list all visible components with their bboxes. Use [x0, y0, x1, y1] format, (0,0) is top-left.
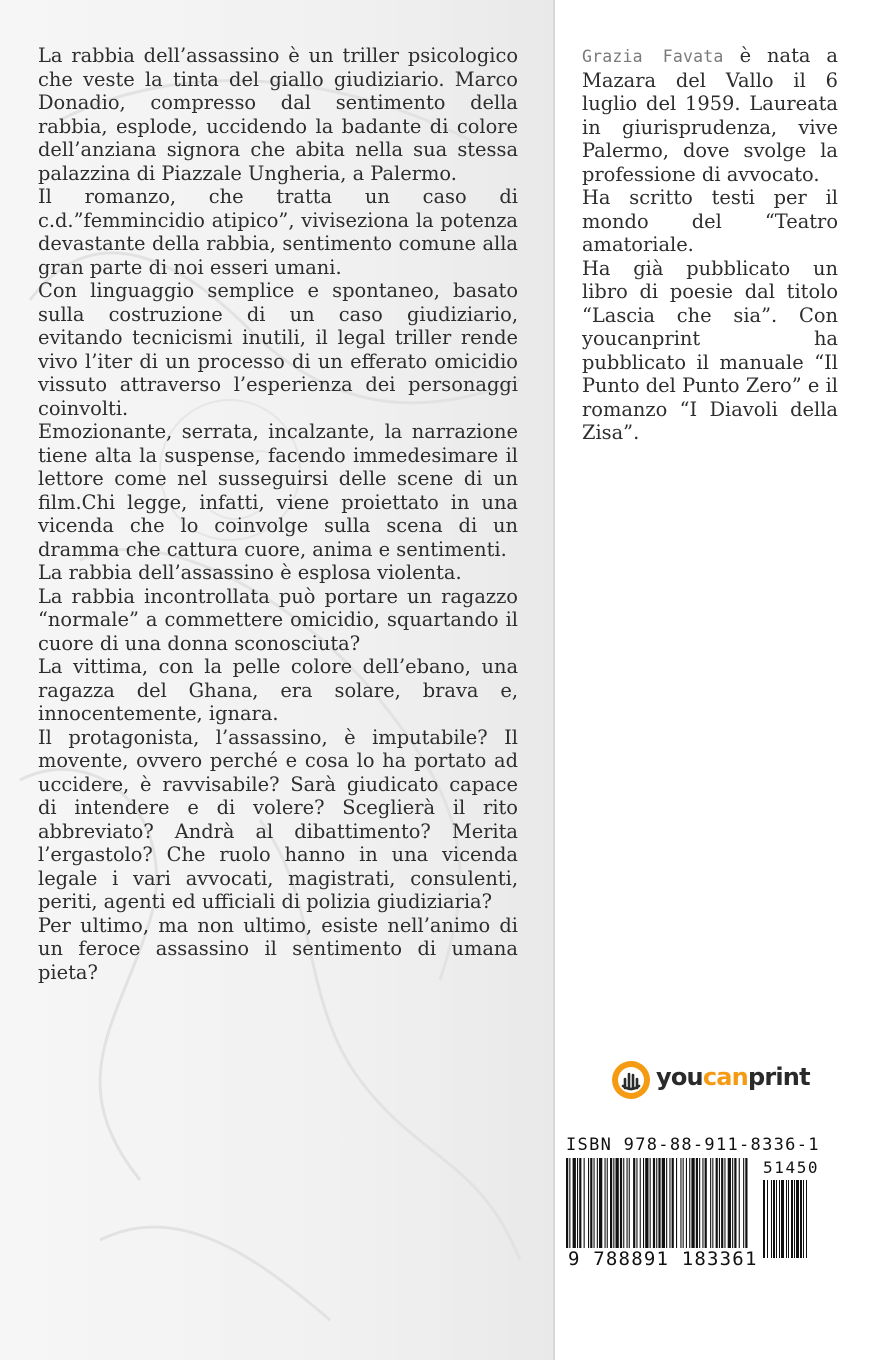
barcode-bar [689, 1158, 690, 1250]
barcode-bar [566, 1158, 568, 1258]
synopsis-paragraph-2: Il romanzo, che tratta un caso di c.d.”femmincidio atipico”, viviseziona la potenza devastante della rabbia, sentimento comune alla gran parte di noi esseri umani. [38, 185, 518, 279]
barcode-addon-bar [791, 1180, 793, 1258]
barcode-bar [669, 1158, 670, 1250]
synopsis-paragraph-8: Il protagonista, l’assassino, è imputabile? Il movente, ovvero perché e cosa lo ha portato ad uccidere, è ravvisabile? Sarà giudicato capace di intendere e di volere? Sceglierà il rito abbreviato? Andrà al dibattimento? Merita l’ergastolo? Che ruolo hanno in una vicenda legale i vari avvocati, magistrati, consulenti, periti, agenti ed ufficiali di polizia giudiziaria? [38, 725, 518, 913]
barcode-addon-bar [803, 1180, 804, 1258]
barcode-bar [590, 1158, 592, 1250]
isbn-addon-digits: 51450 [763, 1158, 820, 1177]
bio-paragraph-1 [582, 44, 838, 186]
barcode-bar [710, 1158, 711, 1250]
wordmark-can: can [702, 1063, 748, 1091]
synopsis-text [38, 44, 518, 984]
synopsis-paragraph-5: La rabbia dell’assassino è esplosa violenta. [38, 561, 462, 584]
synopsis-paragraph-4: Emozionante, serrata, incalzante, la narrazione tiene alta la suspense, facendo immedesimare il lettore come nel susseguirsi delle scene di un film.Chi legge, infatti, viene proiettato in una vicenda che lo coinvolge sulla scena di un dramma che cattura cuore, anima e sentimenti. [38, 420, 518, 561]
barcode-addon-bar [788, 1180, 789, 1258]
barcode-addon-bar [781, 1180, 784, 1258]
barcode-bar [573, 1158, 576, 1250]
barcode-bar [605, 1158, 606, 1250]
barcode-bar [680, 1158, 681, 1250]
isbn-label: ISBN 978-88-911-8336-1 [566, 1135, 820, 1155]
barcode-addon-bar [776, 1180, 777, 1258]
barcode-bar [643, 1158, 644, 1250]
barcode-bar [743, 1158, 744, 1250]
barcode-bar [577, 1158, 578, 1250]
barcode-bar [607, 1158, 608, 1250]
synopsis-paragraph-7: La vittima, con la pelle colore dell’ebano, una ragazza del Ghana, era solare, brava e, innocentemente, ignara. [38, 655, 518, 725]
barcode-bar [579, 1158, 581, 1250]
barcode-bar [712, 1158, 713, 1250]
hand-logo-icon [610, 1059, 652, 1101]
synopsis-paragraph-6: La rabbia incontrollata può portare un ragazzo “normale” a commettere omicidio, squartando il cuore di una donna sconosciuta? [38, 584, 518, 655]
publisher-logo [610, 1055, 810, 1105]
barcode-bar [676, 1158, 677, 1250]
barcode-bar [656, 1158, 657, 1258]
author-bio [582, 44, 838, 445]
bio-paragraph-2: Ha scritto testi per il mondo del “Teatro amatoriale. [582, 186, 838, 256]
barcode-addon-bar [773, 1180, 775, 1258]
barcode-bar [597, 1158, 598, 1250]
barcode-bar [633, 1158, 635, 1250]
barcode-bar [732, 1158, 733, 1250]
barcode-bar [683, 1158, 684, 1250]
author-name: Grazia Favata [582, 47, 724, 66]
barcode-addon-bar [767, 1180, 768, 1258]
barcode-bar [636, 1158, 637, 1250]
barcode-addon-bar [800, 1180, 802, 1258]
publisher-wordmark [656, 1063, 810, 1091]
barcode-addon-bar [794, 1180, 795, 1258]
barcode-bar [594, 1158, 595, 1250]
barcode-addon-bar [763, 1180, 765, 1258]
barcode-bar [620, 1158, 622, 1250]
barcode-addon-bar [786, 1180, 787, 1258]
barcode-bar [699, 1158, 700, 1250]
barcode-bar [616, 1158, 619, 1250]
barcode-bar [716, 1158, 718, 1250]
barcode-bar [728, 1158, 731, 1250]
barcode-bar [662, 1158, 665, 1250]
synopsis-paragraph-1: La rabbia dell’assassino è un triller psicologico che veste la tinta del giallo giudiziario. Marco Donadio, compresso dal sentimento della rabbia, esplode, uccidendo la badante di colore dell’anziana signora che abita nella sua stessa palazzina di Piazzale Ungheria, a Palermo. [38, 44, 518, 185]
barcode-bar [640, 1158, 641, 1250]
barcode-bar [705, 1158, 707, 1250]
barcode-bar [666, 1158, 667, 1250]
wordmark-you: you [656, 1063, 703, 1091]
barcode-bar [610, 1158, 612, 1250]
barcode-bar [734, 1158, 736, 1250]
bio-paragraph-3: Ha già pubblicato un libro di poesie dal titolo “Lascia che sia”. Con youcanprint ha pubblicato il manuale “Il Punto del Punto Zero” e il romanzo “I Diavoli della Zisa”. [582, 256, 838, 444]
panel-divider [553, 0, 555, 1360]
barcode-addon-bar [779, 1180, 780, 1258]
barcode-bar [599, 1158, 602, 1250]
barcode-bar [658, 1158, 660, 1250]
barcode-bar [691, 1158, 694, 1250]
barcode-bar [613, 1158, 614, 1250]
synopsis-paragraph-3: Con linguaggio semplice e spontaneo, basato sulla costruzione di un caso giudiziario, evitando tecnicismi inutili, il legal triller rende vivo l’iter di un processo di un efferato omicidio vissuto attraverso l’esperienza dei personaggi coinvolti. [38, 279, 518, 420]
barcode-bar [627, 1158, 628, 1250]
barcode-bar [696, 1158, 698, 1250]
barcode-bar [650, 1158, 651, 1250]
ean-digits: 9 788891 183361 [568, 1248, 758, 1270]
barcode-bar [719, 1158, 720, 1250]
bio-paragraph-1-text: è nata a Mazara del Vallo il 6 luglio del 1959. Laureata in giurisprudenza, vive Palermo, dove svolge la professione di avvocato. [582, 44, 838, 186]
synopsis-paragraph-9: Per ultimo, ma non ultimo, esiste nell’animo di un feroce assassino il sentimento di umana pieta? [38, 913, 518, 984]
barcode-bar [686, 1158, 687, 1250]
barcode-bar [623, 1158, 624, 1250]
wordmark-print: print [747, 1063, 810, 1091]
barcode-bar [645, 1158, 648, 1250]
barcode-bar [745, 1158, 747, 1250]
barcode-bar [584, 1158, 585, 1250]
barcode-bar [702, 1158, 703, 1250]
barcode-bar [672, 1158, 674, 1250]
barcode-bar [739, 1158, 740, 1250]
barcode-addon-bar [796, 1180, 799, 1258]
barcode-bar [588, 1158, 589, 1250]
barcode-addon-bar [806, 1180, 807, 1258]
barcode-bar [653, 1158, 655, 1258]
barcode-addon-bar [771, 1180, 772, 1258]
barcode-bar [724, 1158, 725, 1250]
barcode-bar [721, 1158, 723, 1250]
barcode-bar [569, 1158, 570, 1258]
barcode-bar [629, 1158, 630, 1250]
